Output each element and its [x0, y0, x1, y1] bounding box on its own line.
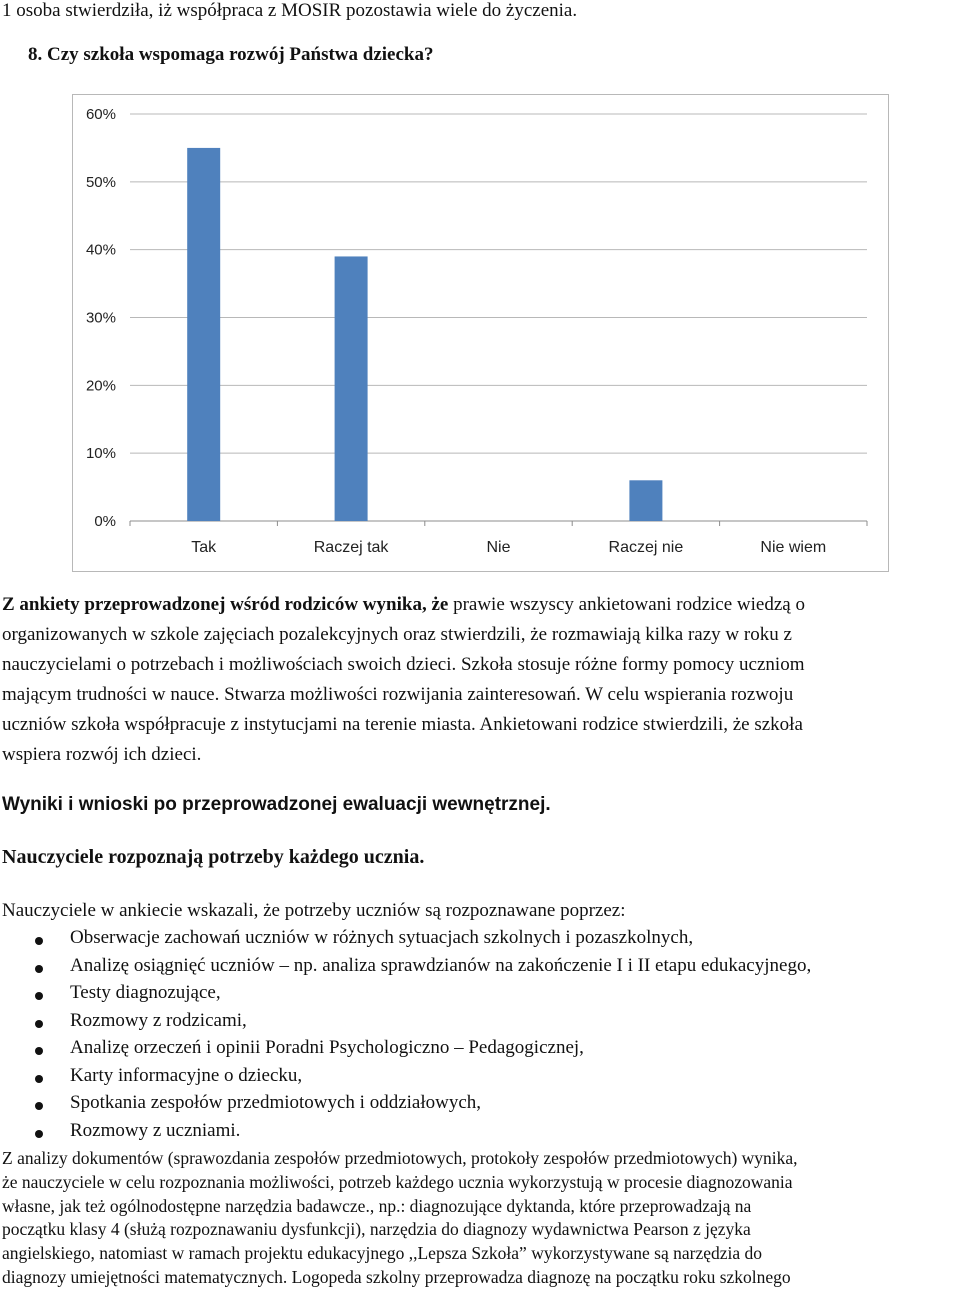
closing-line: własne, jak też ogólnodostępne narzędzia badawcze., np.: diagnozujące dyktanda, które przeprowadzają na [2, 1195, 752, 1216]
intro-line: 1 osoba stwierdziła, iż współpraca z MOSIR pozostawia wiele do życzenia. [2, 0, 578, 21]
teachers-intro: Nauczyciele w ankiecie wskazali, że potrzeby uczniów są rozpoznawane poprzez: [2, 900, 626, 921]
x-tick-label: Tak [191, 539, 217, 556]
closing-line: że nauczyciele w celu rozpoznania możliwości, potrzeb każdego ucznia wykorzystują w procesie diagnozowania [2, 1171, 793, 1192]
teachers-heading: Nauczyciele rozpoznają potrzeby każdego ucznia. [2, 846, 425, 868]
bullet-icon [35, 937, 43, 945]
y-tick-label: 40% [85, 241, 116, 259]
list-item-text: Testy diagnozujące, [70, 982, 221, 1003]
list-item-text: Obserwacje zachowań uczniów w różnych sytuacjach szkolnych i pozaszkolnych, [70, 927, 694, 948]
list-item [0, 927, 811, 955]
y-tick-label: 30% [85, 309, 116, 327]
list-item [0, 1092, 811, 1120]
closing-line: angielskiego, natomiast w ramach projektu edukacyjnego ,,Lepsza Szkoła” wykorzystywane są narzędzia do [2, 1243, 763, 1264]
x-tick-label: Nie wiem [760, 539, 827, 556]
closing-paragraph [2, 1147, 960, 1290]
list-item [0, 982, 811, 1010]
bar-chart [72, 94, 888, 572]
summary-line-3: nauczycielami o potrzebach i możliwościach swoich dzieci. Szkoła stosuje różne formy pomocy uczniom [2, 654, 805, 675]
y-tick-label: 10% [85, 445, 116, 463]
x-tick-label: Raczej tak [313, 539, 389, 556]
list-item [0, 1037, 811, 1065]
bar [187, 148, 220, 521]
x-tick-label: Raczej nie [608, 539, 684, 556]
bar [629, 480, 662, 521]
list-item-text: Spotkania zespołów przedmiotowych i oddziałowych, [70, 1092, 482, 1113]
y-tick-label: 0% [94, 513, 116, 530]
y-tick-label: 50% [85, 173, 116, 191]
summary-line-2: organizowanych w szkole zajęciach pozalekcyjnych oraz stwierdzili, że rozmawiają kilka razy w roku z [2, 624, 792, 645]
needs-list [0, 927, 811, 1147]
summary-bold: Z ankiety przeprowadzonej wśród rodziców wynika, że [2, 594, 449, 615]
bullet-icon [35, 992, 43, 1000]
summary-line-4: mającym trudności w nauce. Stwarza możliwości rozwijania zainteresowań. W celu wspierania rozwoju [2, 684, 794, 705]
bullet-icon [35, 1075, 43, 1083]
list-item-text: Analizę osiągnięć uczniów – np. analiza sprawdzianów na zakończenie I i II etapu edukacyjnego, [70, 954, 812, 976]
results-heading: Wyniki i wnioski po przeprowadzonej ewaluacji wewnętrznej. [2, 794, 551, 815]
x-tick-label: Nie [486, 539, 511, 556]
y-tick-label: 60% [85, 106, 116, 123]
list-item [0, 955, 811, 983]
list-item-text: Rozmowy z uczniami. [70, 1119, 241, 1141]
bar [335, 256, 368, 521]
list-item-text: Rozmowy z rodzicami, [70, 1009, 247, 1031]
list-item-text: Analizę orzeczeń i opinii Poradni Psychologiczno – Pedagogicznej, [70, 1037, 584, 1058]
question-heading: 8. Czy szkoła wspomaga rozwój Państwa dziecka? [28, 44, 434, 65]
list-item [0, 1065, 811, 1093]
bullet-icon [35, 1047, 43, 1055]
bullet-icon [35, 965, 43, 973]
list-item [0, 1120, 811, 1148]
list-item-text: Karty informacyjne o dziecku, [70, 1064, 303, 1086]
summary-line-6: wspiera rozwój ich dzieci. [2, 744, 202, 765]
closing-line: początku klasy 4 (służą rozpoznawaniu dysfunkcji), narzędzia do diagnozy wydawnictwa Pearson z języka [2, 1219, 751, 1240]
bullet-icon [35, 1102, 43, 1110]
summary-line-5: uczniów szkoła współpracuje z instytucjami na terenie miasta. Ankietowani rodzice stwierdzili, że szkoła [2, 714, 803, 735]
y-tick-label: 20% [85, 377, 116, 395]
summary-paragraph [2, 590, 805, 770]
list-item [0, 1010, 811, 1038]
closing-line: diagnozy umiejętności matematycznych. Logopeda szkolny przeprowadza diagnozę na początku roku szkolnego [2, 1266, 791, 1287]
summary-line-1: prawie wszyscy ankietowani rodzice wiedzą o [448, 594, 805, 615]
closing-line: Z analizy dokumentów (sprawozdania zespołów przedmiotowych, protokoły zespołów przedmiotowych) wynika, [2, 1148, 798, 1168]
bullet-icon [35, 1130, 43, 1138]
bullet-icon [35, 1020, 43, 1028]
